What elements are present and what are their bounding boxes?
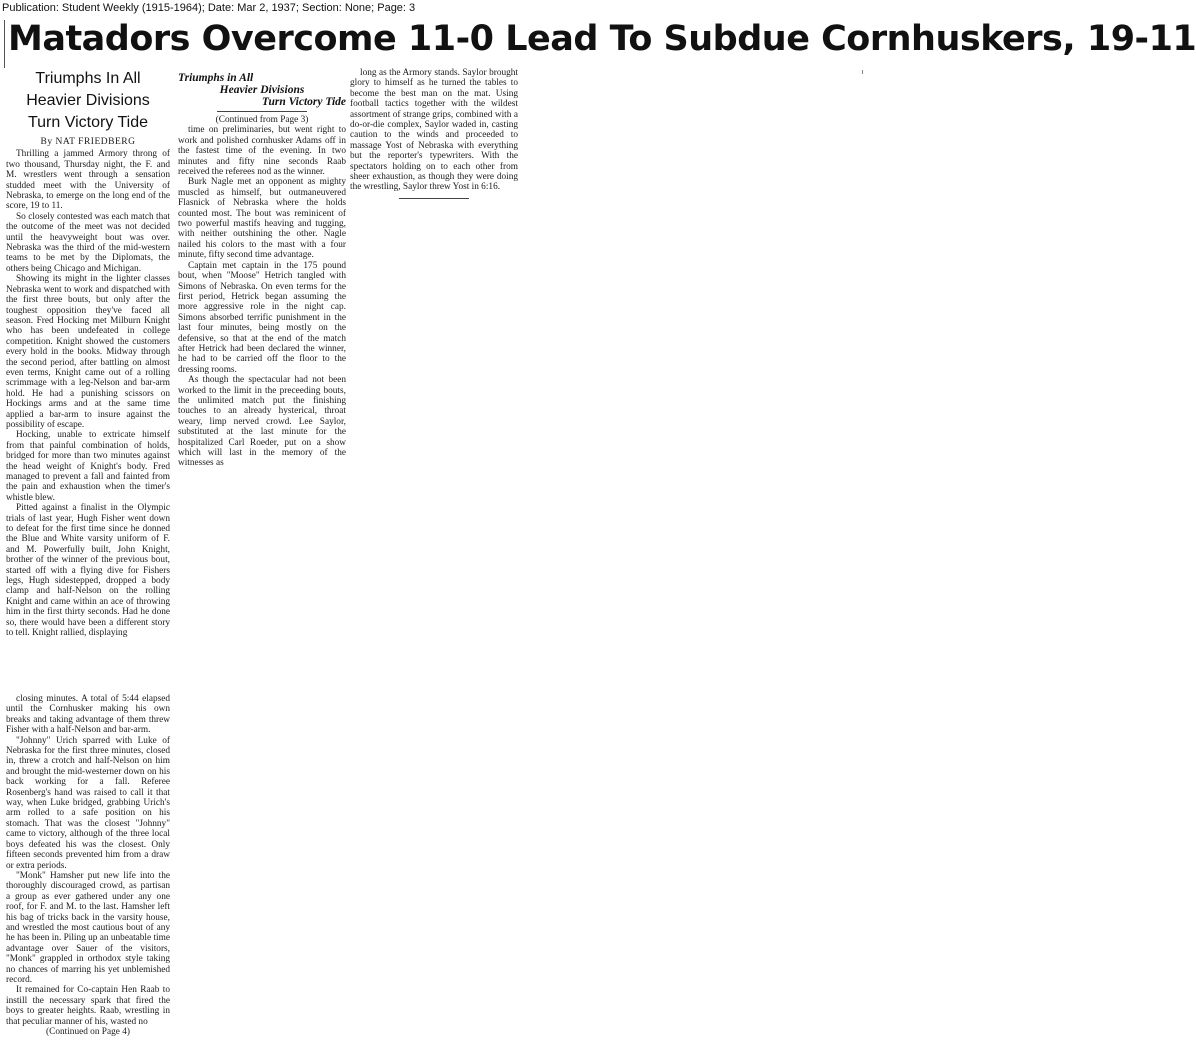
article-column-3: [350, 68, 518, 202]
byline: By NAT FRIEDBERG: [40, 137, 136, 147]
continued-note: (Continued from Page 3): [215, 115, 309, 125]
paragraph: long as the Armory stands. Saylor brought glory to himself as he turned the tables to become the best man on the mat. Using football tactics together with the wildest assortment of strange grips, combined with a do-or-die complex, Saylor waded in, casting caution to the winds and proceeded to massage Yost of Nebraska with everything but the reporter's typewriters. With the spectators holding on to each other from sheer exhaustion, as though they were doing the wrestling, Saylor threw Yost in 6:16.: [350, 68, 518, 193]
column1-heading-line: Triumphs In All: [35, 70, 141, 87]
paragraph: "Monk" Hamsher put new life into the thoroughly discouraged crowd, as partisan a group as ever gathered under any one roof, for F. and M. to the last. Hamsher left his bag of tricks back in the varsity house, and wrestled the most cautious bout of any he has been in. Piling up an unbeatable time advantage over Sauer of the visitors, "Monk" grappled in orthodox style taking no chances of marring his yet unblemished record.: [6, 870, 170, 985]
column1-heading-line: Turn Victory Tide: [27, 114, 149, 131]
paragraph: Thrilling a jammed Armory throng of two thousand, Thursday night, the F. and M. wrestlers went through a sensation studded meet with the University of Nebraska, to emerge on the long end of the score, 19 to 11.: [6, 149, 170, 212]
article-column-2: [178, 72, 346, 469]
margin-rule: [4, 20, 5, 68]
paragraph: So closely contested was each match that the outcome of the meet was not decided until the heavyweight bout was over. Nebraska was the third of the mid-western teams to be met by the Diplomats, the others being Chicago and Michigan.: [6, 211, 170, 274]
article-column-1: [6, 68, 170, 639]
column2-heading-line: Heavier Divisions: [219, 84, 305, 96]
column1-heading-line: Heavier Divisions: [26, 92, 150, 109]
end-rule: [399, 198, 469, 199]
paragraph: It remained for Co-captain Hen Raab to instill the necessary spark that fired the boys to greater heights. Raab, wrestling in that peculiar manner of his, wasted no: [6, 985, 170, 1027]
divider: [217, 111, 307, 112]
column1-heading: [6, 68, 170, 134]
paragraph: Showing its might in the lighter classes Nebraska went to work and dispatched with the first three bouts, but only after the toughest opposition they've faced all season. Fred Hocking met Milburn Knight who has been undefeated in college competition. Knight showed the customers every hold in the books. Midway through the second period, after battling on almost even terms, Knight came out of a rolling scrimmage with a leg-Nelson and bar-arm hold. He had a punishing scissors on Hockings arms and at the same time applied a bar-arm to insure against the possibility of escape.: [6, 274, 170, 430]
page-headline: Matadors Overcome 11-0 Lead To Subdue Cornhuskers, 19-11: [8, 19, 1196, 59]
paragraph: Hocking, unable to extricate himself from that painful combination of holds, bridged for more than two minutes against the head weight of Knight's body. Fred managed to prevent a fall and fainted from the pain and exhaustion when the timer's whistle blew.: [6, 430, 170, 503]
paragraph: Pitted against a finalist in the Olympic trials of last year, Hugh Fisher went down to defeat for the first time since he donned the Blue and White varsity uniform of F. and M. Powerfully built, John Knight, brother of the winner of the previous bout, started off with a flying dive for Fishers legs, Hugh sidestepped, dropped a body clamp and half-Nelson on the rolling Knight and came within an ace of throwing him in the first thirty seconds. Had he done so, there would have been a different story to tell. Knight rallied, displaying: [6, 503, 170, 639]
paragraph: As though the spectacular had not been worked to the limit in the preceeding bouts, the unlimited match put the finishing touches to an already hysterical, throat weary, limp nerved crowd. Lee Saylor, substituted at the last minute for the hospitalized Carl Roeder, put on a show which will last in the memory of the witnesses as: [178, 375, 346, 469]
paragraph: closing minutes. A total of 5:44 elapsed until the Cornhusker making his own breaks and taking advantage of them threw Fisher with a half-Nelson and bar-arm.: [6, 694, 170, 736]
scan-mark: [862, 70, 863, 74]
article-column-1-continued: [6, 694, 170, 1037]
paragraph: Captain met captain in the 175 pound bout, when "Moose" Hetrich tangled with Simons of Nebraska. On even terms for the first period, Hetrick began assuming the more aggressive role in the night cap. Simons absorbed terrific punishment in the last four minutes, being mostly on the defensive, so that at the end of the match after Hetrick had been declared the winner, he had to be carried off the floor to the dressing rooms.: [178, 260, 346, 375]
continued-note: (Continued on Page 4): [46, 1027, 130, 1037]
column2-heading-line: Turn Victory Tide: [261, 96, 346, 108]
column2-heading-line: Triumphs in All: [178, 72, 254, 84]
column2-heading: [178, 72, 346, 108]
paragraph: time on preliminaries, but went right to work and polished cornhusker Adams off in the fastest time of the evening. In two minutes and fifty nine seconds Raab received the referees nod as the winner.: [178, 125, 346, 178]
paragraph: Burk Nagle met an opponent as mighty muscled as himself, but outmaneuvered Flasnick of Nebraska where the holds counted most. The bout was reminicent of two powerful mastifs heaving and tugging, with neither outshining the other. Nagle nailed his colors to the mast with a four minute, fifty second time advantage.: [178, 177, 346, 261]
paragraph: "Johnny" Urich sparred with Luke of Nebraska for the first three minutes, closed in, threw a crotch and half-Nelson on him and brought the mid-westerner down on his back working for a fall. Referee Rosenberg's hand was raised to call it that way, when Luke bridged, grabbing Urich's arm rolled to a safe position on his stomach. That was the closest "Johnny" came to victory, although of the three local boys defeated his was the closest. Only fifteen seconds prevented him from a draw or extra periods.: [6, 735, 170, 871]
publication-info: Publication: Student Weekly (1915-1964); Date: Mar 2, 1937; Section: None; Page: 3: [2, 2, 416, 14]
